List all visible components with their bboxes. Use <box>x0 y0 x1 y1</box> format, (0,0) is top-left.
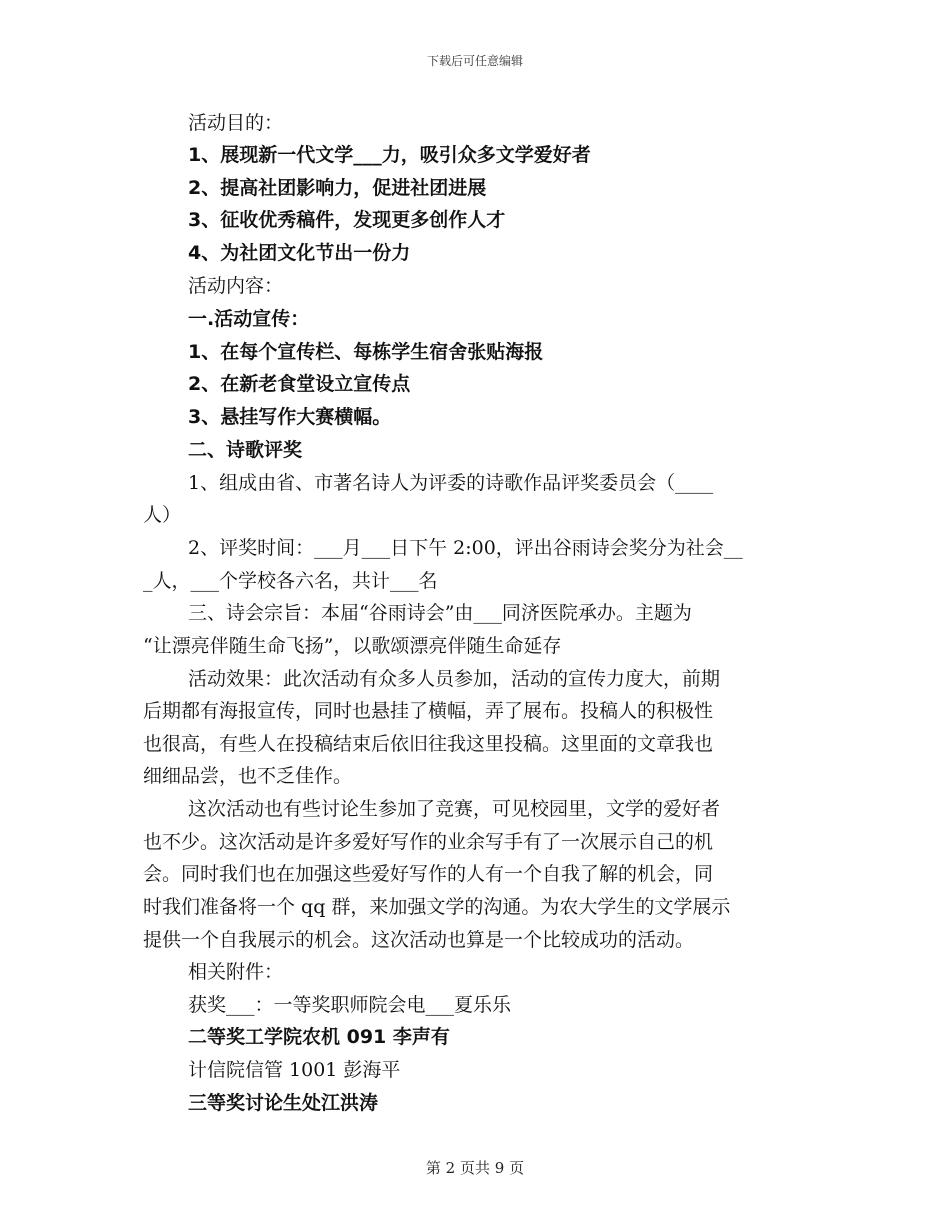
text-line: “让漂亮伴随生命飞扬”，以歌颂漂亮伴随生命延存 <box>143 635 562 657</box>
page-footer: 第 2 页共 9 页 <box>425 1159 525 1177</box>
text-line: 3、征收优秀稿件，发现更多创作人才 <box>188 209 506 231</box>
text-line: 相关附件： <box>188 961 284 983</box>
text-line: 1、组成由省、市著名诗人为评委的诗歌作品评奖委员会（____ <box>188 472 714 494</box>
text-line: 活动效果：此次活动有众多人员参加，活动的宣传力度大，前期 <box>188 668 721 690</box>
text-line: 细细品尝，也不乏佳作。 <box>143 765 353 787</box>
text-line: 活动目的： <box>188 112 284 134</box>
text-line: 2、提高社团影响力，促进社团进展 <box>188 177 487 199</box>
text-line: _人，___个学校各六名，共计___名 <box>143 570 438 592</box>
text-line: 4、为社团文化节出一份力 <box>188 242 411 264</box>
text-line: 时我们准备将一个 qq 群，来加强文学的沟通。为农大学生的文学展示 <box>143 896 731 918</box>
text-line: 这次活动也有些讨论生参加了竞赛，可见校园里，文学的爱好者 <box>188 798 721 820</box>
text-line: 三等奖讨论生处江洪涛 <box>188 1092 379 1114</box>
text-line: 二等奖工学院农机 091 李声有 <box>188 1026 450 1048</box>
text-line: 活动内容： <box>188 275 284 297</box>
text-line: 会。同时我们也在加强这些爱好写作的人有一个自我了解的机会，同 <box>143 863 714 885</box>
text-line: 1、在每个宣传栏、每栋学生宿舍张贴海报 <box>188 341 544 363</box>
text-line: 人） <box>143 504 182 526</box>
text-line: 也不少。这次活动是许多爱好写作的业余写手有了一次展示自己的机 <box>143 831 714 853</box>
text-line: 1、展现新一代文学___力，吸引众多文学爱好者 <box>188 144 591 166</box>
text-line: 也很高，有些人在投稿结束后依旧往我这里投稿。这里面的文章我也 <box>143 733 714 755</box>
page-header: 下载后可任意编辑 <box>426 54 523 68</box>
text-line: 二、诗歌评奖 <box>188 439 303 461</box>
text-line: 后期都有海报宣传，同时也悬挂了横幅，弄了展布。投稿人的积极性 <box>143 700 714 722</box>
text-line: 2、在新老食堂设立宣传点 <box>188 373 411 395</box>
text-line: 获奖___：一等奖职师院会电___夏乐乐 <box>188 994 512 1016</box>
text-line: 计信院信管 1001 彭海平 <box>188 1059 401 1081</box>
text-line: 2、评奖时间：___月___日下午 2:00，评出谷雨诗会奖分为社会__ <box>188 537 743 559</box>
text-line: 3、悬挂写作大赛横幅。 <box>188 406 392 428</box>
text-line: 一.活动宣传： <box>188 308 310 330</box>
text-line: 提供一个自我展示的机会。这次活动也算是一个比较成功的活动。 <box>143 929 695 951</box>
text-line: 三、诗会宗旨：本届“谷雨诗会”由___同济医院承办。主题为 <box>188 602 692 624</box>
